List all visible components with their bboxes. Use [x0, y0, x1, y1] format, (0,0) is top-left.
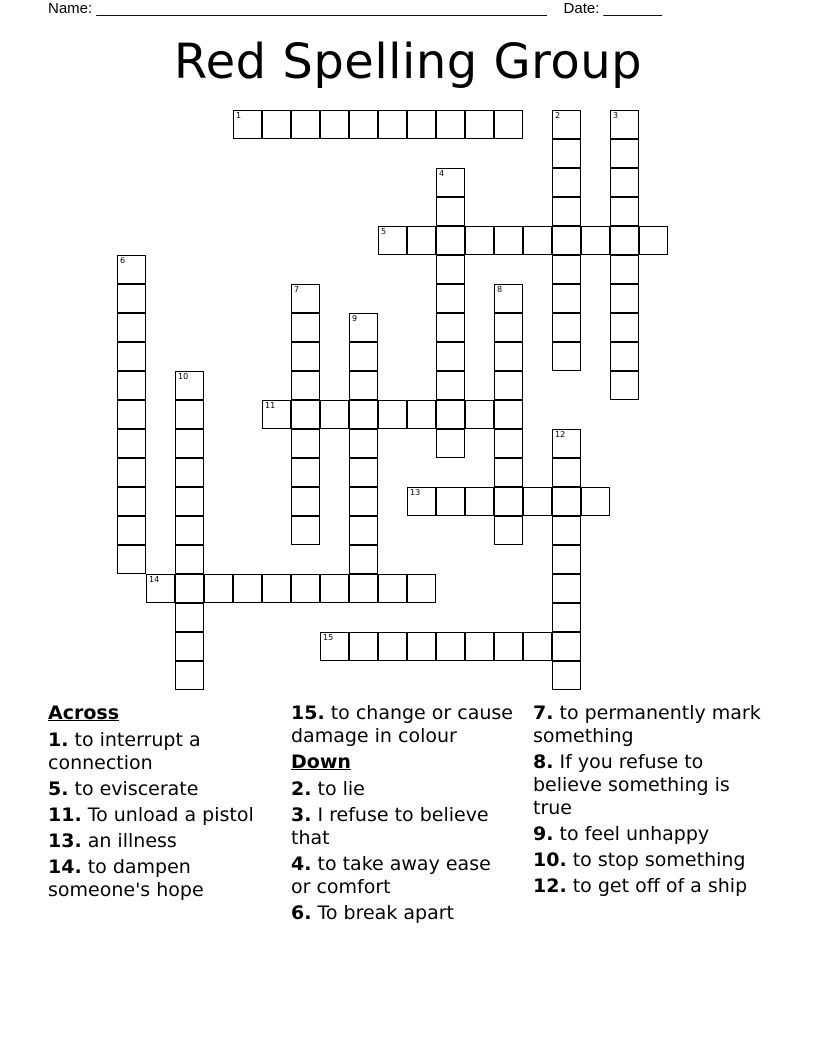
grid-cell[interactable] — [291, 574, 320, 603]
grid-cell[interactable] — [291, 458, 320, 487]
grid-cell[interactable] — [291, 110, 320, 139]
clue-number: 9 — [352, 314, 358, 323]
grid-cell[interactable] — [117, 516, 146, 545]
grid-cell[interactable] — [291, 400, 320, 429]
grid-cell[interactable] — [349, 516, 378, 545]
clue-num: 14. — [48, 856, 82, 878]
grid-cell[interactable] — [610, 226, 639, 255]
grid-cell[interactable] — [552, 429, 581, 458]
clue-text: to get off of a ship — [566, 875, 748, 897]
clue-num: 8. — [533, 751, 554, 773]
grid-cell[interactable] — [349, 110, 378, 139]
clue-number: 14 — [149, 575, 160, 584]
grid-cell[interactable] — [465, 487, 494, 516]
clue-num: 3. — [291, 804, 312, 826]
grid-cell[interactable] — [552, 574, 581, 603]
clue-text: to dampen someone's hope — [48, 856, 204, 901]
clue-num: 13. — [48, 830, 82, 852]
date-label: Date: — [563, 0, 600, 17]
name-line[interactable]: ______________________________________________________ — [96, 0, 547, 17]
grid-cell[interactable] — [291, 487, 320, 516]
clue-number: 10 — [178, 372, 189, 381]
grid-cell[interactable] — [378, 400, 407, 429]
grid-cell[interactable] — [291, 516, 320, 545]
clue-text: To unload a pistol — [81, 804, 254, 826]
grid-cell[interactable] — [117, 487, 146, 516]
grid-cell[interactable] — [407, 487, 436, 516]
grid-cell[interactable] — [436, 168, 465, 197]
grid-cell[interactable] — [407, 632, 436, 661]
grid-cell[interactable] — [436, 110, 465, 139]
clue-number: 3 — [613, 111, 619, 120]
grid-cell[interactable] — [436, 342, 465, 371]
grid-cell[interactable] — [610, 197, 639, 226]
grid-cell[interactable] — [320, 632, 349, 661]
grid-cell[interactable] — [233, 574, 262, 603]
grid-cell[interactable] — [552, 110, 581, 139]
clue-item — [291, 902, 516, 925]
clue-text: to feel unhappy — [553, 823, 710, 845]
clue-text: to stop something — [566, 849, 746, 871]
grid-cell[interactable] — [349, 313, 378, 342]
grid-cell[interactable] — [175, 574, 204, 603]
name-label: Name: — [48, 0, 93, 17]
grid-cell[interactable] — [407, 110, 436, 139]
clue-num: 4. — [291, 853, 312, 875]
clue-number: 5 — [381, 227, 387, 236]
grid-cell[interactable] — [378, 632, 407, 661]
clue-item — [291, 702, 516, 748]
clue-number: 2 — [555, 111, 561, 120]
clue-num: 11. — [48, 804, 82, 826]
clue-text: to take away ease or comfort — [291, 853, 491, 898]
grid-cell[interactable] — [552, 168, 581, 197]
clue-text: an illness — [81, 830, 177, 852]
clue-column-1 — [48, 702, 273, 905]
grid-cell[interactable] — [494, 226, 523, 255]
grid-cell[interactable] — [175, 400, 204, 429]
grid-cell[interactable] — [407, 226, 436, 255]
clue-number: 8 — [497, 285, 503, 294]
clue-column-3 — [533, 702, 768, 901]
grid-cell[interactable] — [349, 574, 378, 603]
grid-cell[interactable] — [610, 139, 639, 168]
page-title: Red Spelling Group — [173, 34, 643, 90]
grid-cell[interactable] — [378, 110, 407, 139]
grid-cell[interactable] — [117, 284, 146, 313]
grid-cell[interactable] — [175, 487, 204, 516]
section-heading-down: Down — [291, 751, 351, 773]
grid-cell[interactable] — [291, 284, 320, 313]
grid-cell[interactable] — [349, 429, 378, 458]
grid-cell[interactable] — [436, 429, 465, 458]
clue-text: To break apart — [311, 902, 454, 924]
grid-cell[interactable] — [610, 371, 639, 400]
clue-text: If you refuse to believe something is true — [533, 751, 730, 819]
grid-cell[interactable] — [291, 371, 320, 400]
grid-cell[interactable] — [175, 458, 204, 487]
clue-text: to lie — [311, 778, 365, 800]
grid-cell[interactable] — [349, 400, 378, 429]
grid-cell[interactable] — [117, 255, 146, 284]
grid-cell[interactable] — [378, 574, 407, 603]
grid-cell[interactable] — [610, 110, 639, 139]
clue-item — [533, 751, 768, 820]
grid-cell[interactable] — [494, 371, 523, 400]
grid-cell[interactable] — [349, 545, 378, 574]
clue-item — [48, 856, 273, 902]
grid-cell[interactable] — [494, 516, 523, 545]
grid-cell[interactable] — [552, 342, 581, 371]
clue-number: 15 — [323, 633, 334, 642]
clue-text: to permanently mark something — [533, 702, 761, 747]
clue-column-2 — [291, 702, 516, 928]
grid-cell[interactable] — [349, 342, 378, 371]
grid-cell[interactable] — [552, 603, 581, 632]
grid-cell[interactable] — [552, 487, 581, 516]
clue-number: 12 — [555, 430, 566, 439]
grid-cell[interactable] — [610, 168, 639, 197]
grid-cell[interactable] — [465, 110, 494, 139]
clue-item — [48, 729, 273, 775]
grid-cell[interactable] — [552, 313, 581, 342]
grid-cell[interactable] — [552, 632, 581, 661]
grid-cell[interactable] — [552, 226, 581, 255]
clue-num: 5. — [48, 778, 69, 800]
grid-cell[interactable] — [610, 284, 639, 313]
grid-cell[interactable] — [494, 400, 523, 429]
grid-cell[interactable] — [117, 371, 146, 400]
grid-cell[interactable] — [262, 400, 291, 429]
grid-cell[interactable] — [175, 429, 204, 458]
grid-cell[interactable] — [262, 574, 291, 603]
grid-cell[interactable] — [175, 661, 204, 690]
grid-cell[interactable] — [349, 371, 378, 400]
grid-cell[interactable] — [320, 400, 349, 429]
clue-item — [533, 702, 768, 748]
grid-cell[interactable] — [494, 284, 523, 313]
clue-item — [48, 830, 273, 853]
clue-number: 7 — [294, 285, 300, 294]
grid-cell[interactable] — [610, 342, 639, 371]
grid-cell[interactable] — [494, 342, 523, 371]
grid-cell[interactable] — [291, 429, 320, 458]
grid-cell[interactable] — [378, 226, 407, 255]
grid-cell[interactable] — [117, 429, 146, 458]
grid-cell[interactable] — [523, 487, 552, 516]
grid-cell[interactable] — [175, 545, 204, 574]
date-line[interactable]: _______ — [603, 0, 662, 17]
grid-cell[interactable] — [407, 574, 436, 603]
clue-num: 7. — [533, 702, 554, 724]
clue-text: to change or cause damage in colour — [291, 702, 513, 747]
clue-num: 15. — [291, 702, 325, 724]
clue-item — [291, 804, 516, 850]
grid-cell[interactable] — [436, 632, 465, 661]
grid-cell[interactable] — [523, 226, 552, 255]
clue-text: to interrupt a connection — [48, 729, 201, 774]
grid-cell[interactable] — [233, 110, 262, 139]
grid-cell[interactable] — [552, 255, 581, 284]
grid-cell[interactable] — [436, 284, 465, 313]
grid-cell[interactable] — [639, 226, 668, 255]
grid-cell[interactable] — [610, 313, 639, 342]
grid-cell[interactable] — [523, 632, 552, 661]
clue-item — [48, 778, 273, 801]
grid-cell[interactable] — [552, 197, 581, 226]
grid-cell[interactable] — [117, 400, 146, 429]
grid-cell[interactable] — [349, 632, 378, 661]
grid-cell[interactable] — [291, 342, 320, 371]
clue-text: I refuse to believe that — [291, 804, 489, 849]
clue-number: 4 — [439, 169, 445, 178]
grid-cell[interactable] — [117, 342, 146, 371]
grid-cell[interactable] — [320, 110, 349, 139]
clue-number: 6 — [120, 256, 126, 265]
clue-item — [291, 778, 516, 801]
clue-text: to eviscerate — [68, 778, 199, 800]
grid-cell[interactable] — [117, 458, 146, 487]
grid-cell[interactable] — [146, 574, 175, 603]
grid-cell[interactable] — [436, 487, 465, 516]
clue-number: 1 — [236, 111, 242, 120]
grid-cell[interactable] — [494, 313, 523, 342]
grid-cell[interactable] — [552, 458, 581, 487]
clue-num: 12. — [533, 875, 567, 897]
grid-cell[interactable] — [349, 487, 378, 516]
grid-cell[interactable] — [436, 226, 465, 255]
grid-cell[interactable] — [581, 487, 610, 516]
grid-cell[interactable] — [494, 487, 523, 516]
grid-cell[interactable] — [465, 632, 494, 661]
grid-cell[interactable] — [436, 313, 465, 342]
grid-cell[interactable] — [175, 371, 204, 400]
clue-num: 10. — [533, 849, 567, 871]
section-heading-across: Across — [48, 702, 120, 724]
grid-cell[interactable] — [291, 313, 320, 342]
grid-cell[interactable] — [436, 371, 465, 400]
grid-cell[interactable] — [436, 255, 465, 284]
grid-cell[interactable] — [494, 632, 523, 661]
grid-cell[interactable] — [262, 110, 291, 139]
grid-cell[interactable] — [581, 226, 610, 255]
grid-cell[interactable] — [552, 516, 581, 545]
grid-cell[interactable] — [494, 110, 523, 139]
grid-cell[interactable] — [465, 400, 494, 429]
grid-cell[interactable] — [349, 458, 378, 487]
grid-cell[interactable] — [436, 197, 465, 226]
grid-cell[interactable] — [320, 574, 349, 603]
grid-cell[interactable] — [494, 458, 523, 487]
grid-cell[interactable] — [117, 313, 146, 342]
grid-cell[interactable] — [552, 545, 581, 574]
grid-cell[interactable] — [465, 226, 494, 255]
grid-cell[interactable] — [407, 400, 436, 429]
clue-item — [291, 853, 516, 899]
clue-item — [533, 849, 768, 872]
clue-item — [533, 823, 768, 846]
grid-cell[interactable] — [117, 545, 146, 574]
clue-num: 9. — [533, 823, 554, 845]
grid-cell[interactable] — [204, 574, 233, 603]
grid-cell[interactable] — [494, 429, 523, 458]
clue-num: 6. — [291, 902, 312, 924]
grid-cell[interactable] — [552, 661, 581, 690]
grid-cell[interactable] — [436, 400, 465, 429]
clue-item — [533, 875, 768, 898]
clue-num: 1. — [48, 729, 69, 751]
clue-number: 13 — [410, 488, 421, 497]
clue-num: 2. — [291, 778, 312, 800]
grid-cell[interactable] — [610, 255, 639, 284]
clue-number: 11 — [265, 401, 276, 410]
grid-cell[interactable] — [175, 516, 204, 545]
grid-cell[interactable] — [175, 603, 204, 632]
clue-item — [48, 804, 273, 827]
grid-cell[interactable] — [175, 632, 204, 661]
grid-cell[interactable] — [552, 284, 581, 313]
grid-cell[interactable] — [552, 139, 581, 168]
